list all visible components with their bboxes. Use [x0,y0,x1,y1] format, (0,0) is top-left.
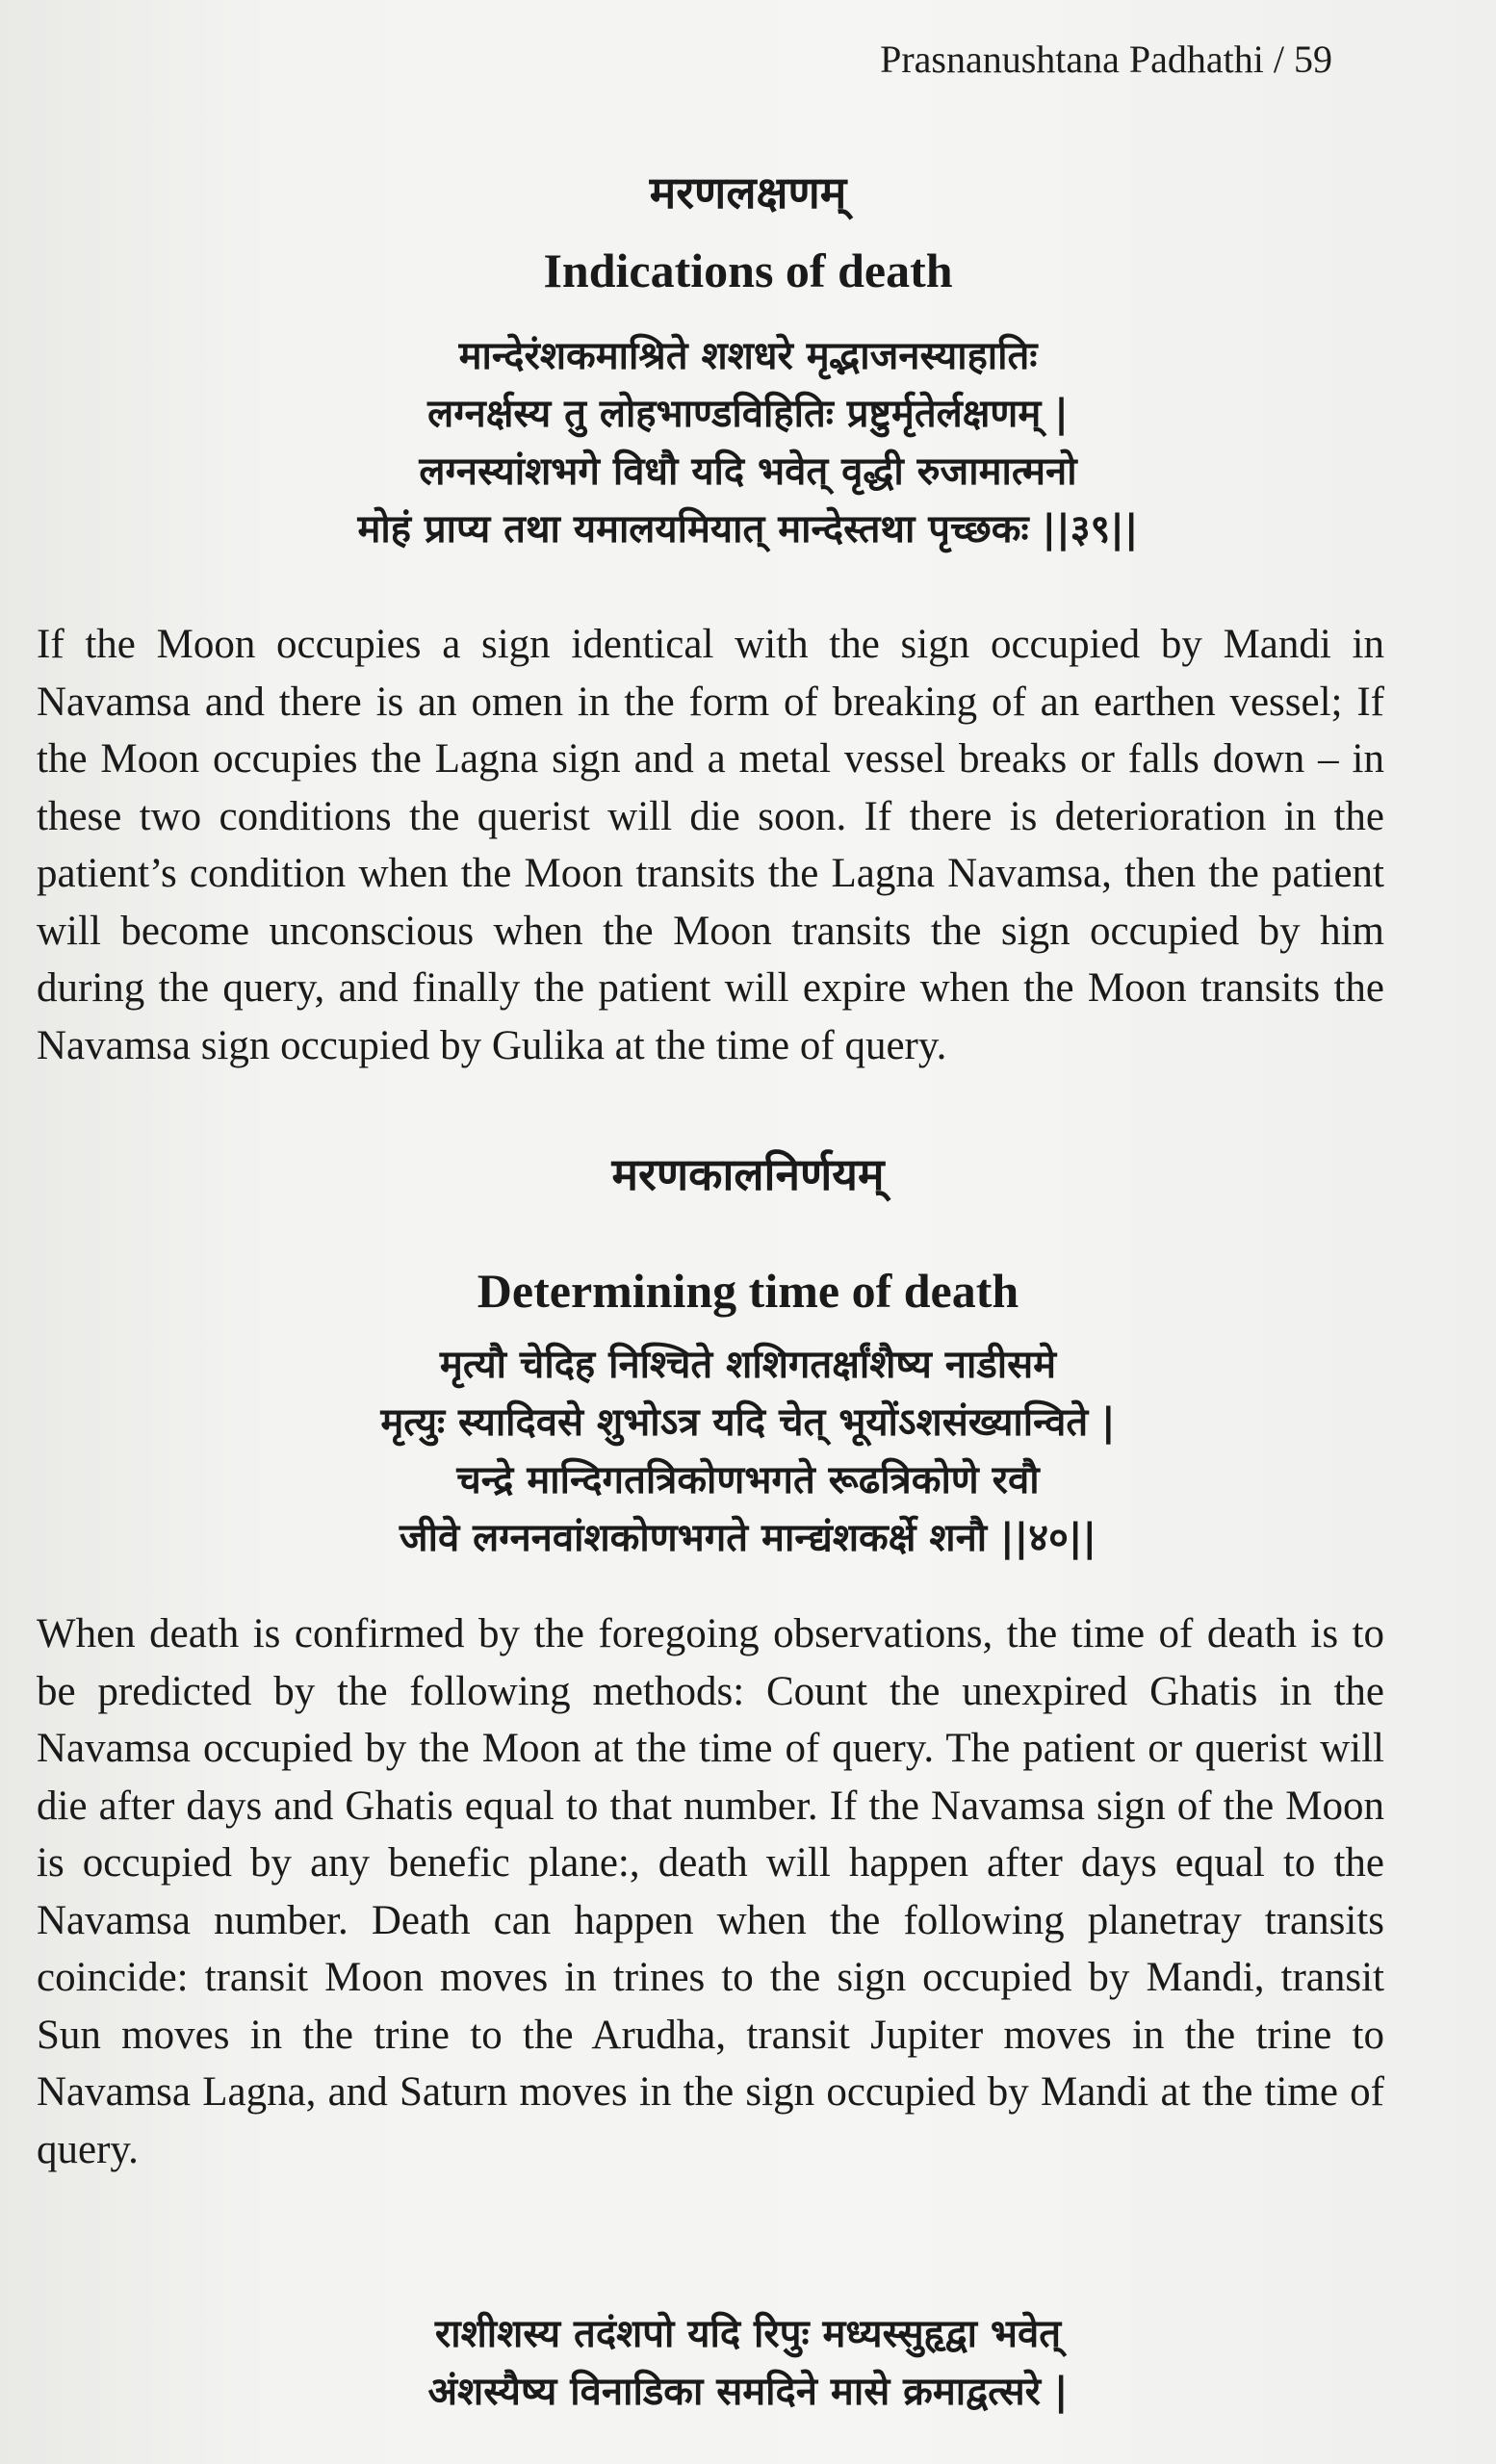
english-heading: Determining time of death [477,1264,1019,1318]
sanskrit-heading: मरणकालनिर्णयम् [611,1148,885,1200]
section-title-english [0,243,1496,298]
section-title-sanskrit [0,1143,1496,1203]
verse-line: लग्नस्यांशभगे विधौ यदि भवेत् वृद्धी रुजामात्मनो [419,449,1077,494]
verse-line: अंशस्यैष्य विनाडिका समदिने मासे क्रमाद्वत्सरे | [427,2370,1069,2414]
paragraph-text: When death is confirmed by the foregoing observations, the time of death is to be predicted by the following methods: Count the unexpired Ghatis in the Navamsa occupied by the Moon at the time of query. The patient or querist will die after days and Ghatis equal to that number. If the Navamsa sign of the Moon is occupied by any benefic plane:, death will happen after days equal to the Navamsa number. Death can happen when the following planetray transits coincide: transit Moon moves in trines to the sign occupied by Mandi, transit Sun moves in the trine to the Arudha, transit Jupiter moves in the trine to Navamsa Lagna, and Saturn moves in the sign occupied by Mandi at the time of query. [37,1611,1384,2172]
section-title-sanskrit [0,162,1496,221]
verse-line: मोहं प्राप्य तथा यमालयमियात् मान्देस्तथा पृच्छकः ||३९|| [357,507,1139,552]
verse-block [0,1336,1496,1567]
verse-block [0,327,1496,558]
verse-line: मृत्यौ चेदिह निश्चिते शशिगतर्क्षांशैष्य नाडीसमे [439,1343,1057,1387]
paragraph-text: If the Moon occupies a sign identical with the sign occupied by Mandi in Navamsa and there is an omen in the form of breaking of an earthen vessel; If the Moon occupies the Lagna sign and a metal vessel breaks or falls down – in these two conditions the querist will die soon. If there is deterioration in the patient’s condition when the Moon transits the Lagna Navamsa, then the patient will become unconscious when the Moon transits the sign occupied by him during the query, and finally the patient will expire when the Moon transits the Navamsa sign occupied by Gulika at the time of query. [37,622,1384,1068]
verse-line: चन्द्रे मान्दिगतत्रिकोणभगते रूढत्रिकोणे रवौ [456,1458,1040,1502]
sanskrit-heading: मरणलक्षणम् [649,167,847,218]
running-header: Prasnanushtana Padhathi / 59 [880,38,1332,81]
verse-line: लग्नर्क्षस्य तु लोहभाण्डविहितिः प्रष्टुर्मृतेर्लक्षणम् | [427,392,1069,436]
body-paragraph [37,616,1384,1074]
verse-block [0,2305,1496,2421]
verse-line: मान्देरंशकमाश्रिते शशधरे मृद्भाजनस्याहातिः [458,334,1038,378]
english-heading: Indications of death [543,244,953,297]
verse-line: राशीशस्य तदंशपो यदि रिपुः मध्यस्सुहृद्वा भवेत् [434,2312,1062,2356]
verse-line: मृत्युः स्यादिवसे शुभोऽत्र यदि चेत् भूयोंऽशसंख्यान्विते | [380,1400,1116,1445]
verse-line: जीवे लग्ननवांशकोणभगते मान्द्यंशकर्क्षे शनौ ||४०|| [399,1516,1097,1560]
section-title-english [0,1263,1496,1319]
body-paragraph [37,1605,1384,2178]
